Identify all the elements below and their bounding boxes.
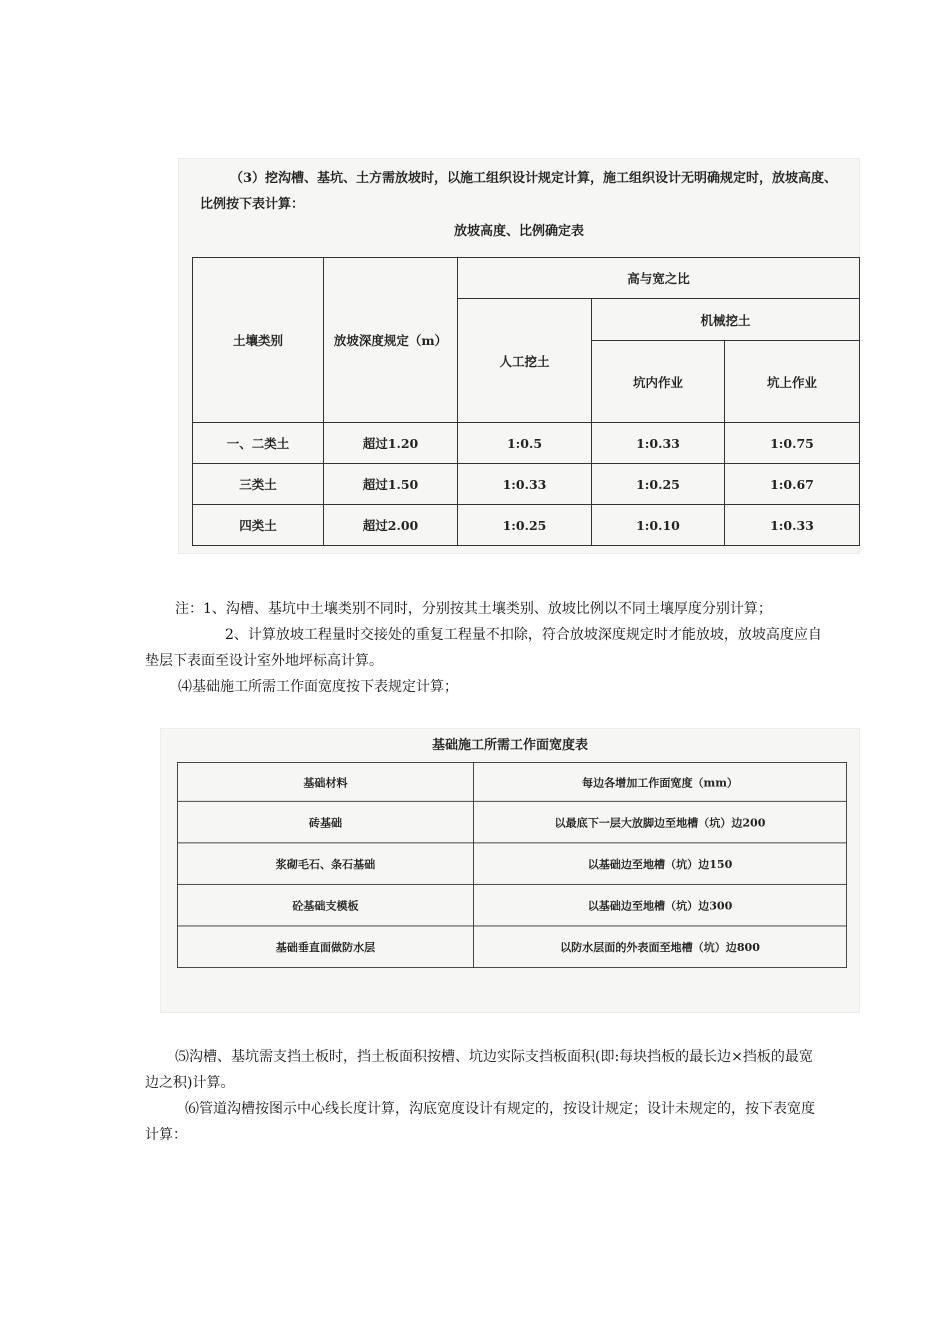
header-machine: 机械挖土: [592, 299, 860, 341]
header-ratio: 高与宽之比: [458, 258, 860, 299]
slope-table-title: 放坡高度、比例确定表: [453, 224, 584, 239]
cell-in-pit: 1:0.10: [592, 505, 725, 546]
cell-depth: 超过1.50: [324, 464, 458, 505]
table-row: [177, 801, 846, 843]
section3-intro: （3）挖沟槽、基坑、土方需放坡时，以施工组织设计规定计算，施工组织设计无明确规定时，放坡高度、比例按下表计算：: [200, 171, 838, 212]
cell-on-pit: 1:0.67: [725, 464, 860, 505]
cell-manual: 1:0.33: [458, 464, 592, 505]
header-material: 基础材料: [177, 762, 473, 801]
table-row: [177, 926, 846, 968]
note-1: 注：1、沟槽、基坑中土壤类别不同时，分别按其土壤类别、放坡比例以不同土壤厚度分别计算；: [175, 601, 772, 617]
cell-on-pit: 1:0.33: [725, 505, 860, 546]
header-soil-type: 土壤类别: [193, 258, 324, 423]
header-in-pit: 坑内作业: [592, 341, 725, 423]
work-face-table-scan: [160, 728, 860, 1013]
cell-width: 以最底下一层大放脚边至地槽（坑）边200: [474, 801, 847, 843]
work-face-table-title: 基础施工所需工作面宽度表: [431, 738, 588, 753]
cell-material: 砼基础支模板: [177, 884, 473, 926]
note-2: 2、计算放坡工程量时交接处的重复工程量不扣除，符合放坡深度规定时才能放坡，放坡高度应自垫层下表面至设计室外地坪标高计算。: [145, 627, 822, 669]
section4-intro: ⑷基础施工所需工作面宽度按下表规定计算；: [178, 679, 458, 695]
slope-table-scan: [178, 158, 860, 554]
header-on-pit: 坑上作业: [725, 341, 860, 423]
header-width: 每边各增加工作面宽度（mm）: [474, 762, 847, 801]
cell-width: 以基础边至地槽（坑）边150: [474, 843, 847, 885]
cell-soil: 三类土: [193, 464, 324, 505]
table-row: [193, 464, 860, 505]
cell-material: 浆砌毛石、条石基础: [177, 843, 473, 885]
cell-in-pit: 1:0.33: [592, 423, 725, 464]
table-row: [177, 884, 846, 926]
cell-depth: 超过1.20: [324, 423, 458, 464]
cell-in-pit: 1:0.25: [592, 464, 725, 505]
cell-manual: 1:0.5: [458, 423, 592, 464]
cell-width: 以防水层面的外表面至地槽（坑）边800: [474, 926, 847, 968]
cell-soil: 四类土: [193, 505, 324, 546]
cell-depth: 超过2.00: [324, 505, 458, 546]
work-face-width-table: [177, 762, 847, 968]
cell-width: 以基础边至地槽（坑）边300: [474, 884, 847, 926]
slope-ratio-table: [192, 257, 860, 546]
header-manual: 人工挖土: [458, 299, 592, 423]
cell-soil: 一、二类土: [193, 423, 324, 464]
table-row: [193, 505, 860, 546]
cell-material: 基础垂直面做防水层: [177, 926, 473, 968]
cell-manual: 1:0.25: [458, 505, 592, 546]
header-depth: 放坡深度规定（m）: [324, 258, 458, 423]
table-row: [177, 843, 846, 885]
section6-text: ⑹管道沟槽按图示中心线长度计算，沟底宽度设计有规定的，按设计规定；设计未规定的，按下表宽度计算：: [145, 1101, 815, 1143]
cell-on-pit: 1:0.75: [725, 423, 860, 464]
cell-material: 砖基础: [177, 801, 473, 843]
section5-text: ⑸沟槽、基坑需支挡土板时，挡土板面积按槽、坑边实际支挡板面积(即:每块挡板的最长边×挡板的最宽边之积)计算。: [145, 1049, 813, 1091]
table-row: [193, 423, 860, 464]
